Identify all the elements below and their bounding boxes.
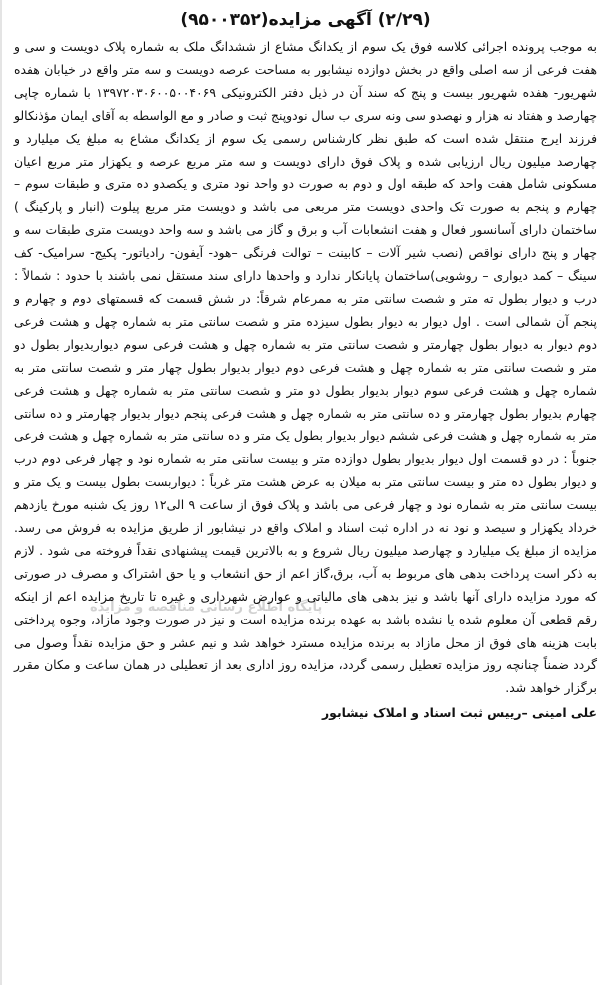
notice-title: (۲/۲۹) آگهی مزایده(۹۵۰۰۳۵۲)	[180, 10, 431, 30]
signature: علی امینی –رییس ثبت اسناد و املاک نیشابور	[322, 705, 597, 721]
auction-notice	[14, 8, 597, 977]
notice-body: به موجب پرونده اجرائی کلاسه فوق یک سوم از یکدانگ مشاع از ششدانگ ملک به شماره پلاک دویست و سی و هفت فرعی از سه اصلی واقع در بخش دوازده نیشابور به مساحت عرصه دویست و سه متر واقع در خیابان هفده شهریور- هفده شهریور بیست و پنج که سند آن در ذیل دفتر الکترونیکی ۱۳۹۷۲۰۳۰۶۰۰۵۰۰۴۰۶۹ با شماره چاپی چهارصد و هفتاد نه هزار و نهصدو سی ونه سری ب سال نودوپنج ثبت و صادر و مع الواسطه به آقای ایمان مؤذنکالو فرزند ایرج منتقل شده است که طبق نظر کارشناس رسمی یک سوم از یکدانگ مشاع به مبلغ یک میلیارد و چهارصد میلیون ریال ارزیابی شده و پلاک فوق دارای دویست و سه متر مربع عرصه و یکهزار متر مربع اعیان مسکونی شامل هفت واحد که طبقه اول و دوم به صورت دو واحد نود متری و یکصدو ده متری و طبقات سوم – چهارم و پنجم به صورت تک واحدی دویست متر مربعی می باشد و دویست متر مربع پیلوت (انبار و پارکینگ ) ساختمان دارای آسانسور فعال و هفت انشعابات آب و برق و گاز می باشد و سه واحد دویست متری طبقات سه و چهار و پنج دارای نواقص (نصب شیر آلات – کابینت – توالت فرنگی –هود- آیفون- رادیاتور- پکیج- سرامیک- کف سینگ – کمد دیواری – روشویی)ساختمان پایانکار ندارد و واحدها دارای سند مستقل نمی باشند با حدود : شمالاً : درب و دیوار بطول ته متر و شصت سانتی متر به ممرعام شرقاً: در شش قسمت که قسمتهای دوم و چهارم و پنجم آن شمالی است . اول دیوار به دیوار بطول سیزده متر و شصت سانتی متر به شماره چهل و هشت فرعی دوم دیوار به دیوار بطول چهارمتر و شصت سانتی متر به شماره چهل و هشت فرعی سوم دیواربدیوار بطول دو متر و شصت سانتی متر به شماره چهل و هشت فرعی دوم دیوار بدیوار بطول چهار متر و شصت سانتی متر به شماره چهل و هشت فرعی سوم دیوار بدیوار بطول دو متر و شصت سانتی متر به شماره چهل و هشت فرعی چهارم بدیوار بطول چهارمتر و ده سانتی متر به شماره چهل و هشت فرعی پنجم دیوار بدیوار چهارمتر و ده سانتی متر به شماره چهل و هشت فرعی ششم دیوار بدیوار بطول یک متر و ده سانتی متر به شماره چهل و هشت فرعی جنوباً : در دو قسمت اول دیوار بدیوار بطول دوازده متر و بیست سانتی متر به شماره نود و چهار فرعی دوم درب و دیوار بطول ده متر و بیست سانتی متر به میلان به عرض هشت متر غرباً : دیواربست بطول بیست و یک متر و بیست سانتی متر به شماره نود و چهار فرعی می باشد و پلاک فوق از ساعت ۹ الی۱۲ روز یک شنبه مورخ یازدهم خرداد یکهزار و سیصد و نود نه در اداره ثبت اسناد و املاک واقع در نیشابور از طریق مزایده به فروش می رسد. مزایده از مبلغ یک میلیارد و چهارصد میلیون ریال شروع و به بالاترین قیمت پیشنهادی نقداً فروخته می شود . لازم به ذکر است پرداخت بدهی های مربوط به آب، برق،گاز اعم از حق انشعاب و یا حق اشتراک و مصرف در صورتی که مورد مزایده دارای آنها باشد و نیز بدهی های مالیاتی و عوارض شهرداری و غیره تا تاریخ مزایده اعم از اینکه رقم قطعی آن معلوم شده یا نشده باشد به عهده برنده مزایده است و نیز در صورت وجود مازاد، وجوه پرداختی بابت هزینه های فوق از محل مازاد به برنده مزایده مسترد خواهد شد و نیم عشر و حق مزایده نقداً وصول می گردد ضمناً چنانچه روز مزایده تعطیل رسمی گردد، مزایده روز اداری بعد از تعطیلی در همان ساعت و مکان مقرر برگزار خواهد شد.	[14, 39, 597, 696]
watermark: پایگاه اطلاع رسانی مناقصه و مزایده	[90, 600, 323, 615]
page-edge	[0, 0, 2, 985]
